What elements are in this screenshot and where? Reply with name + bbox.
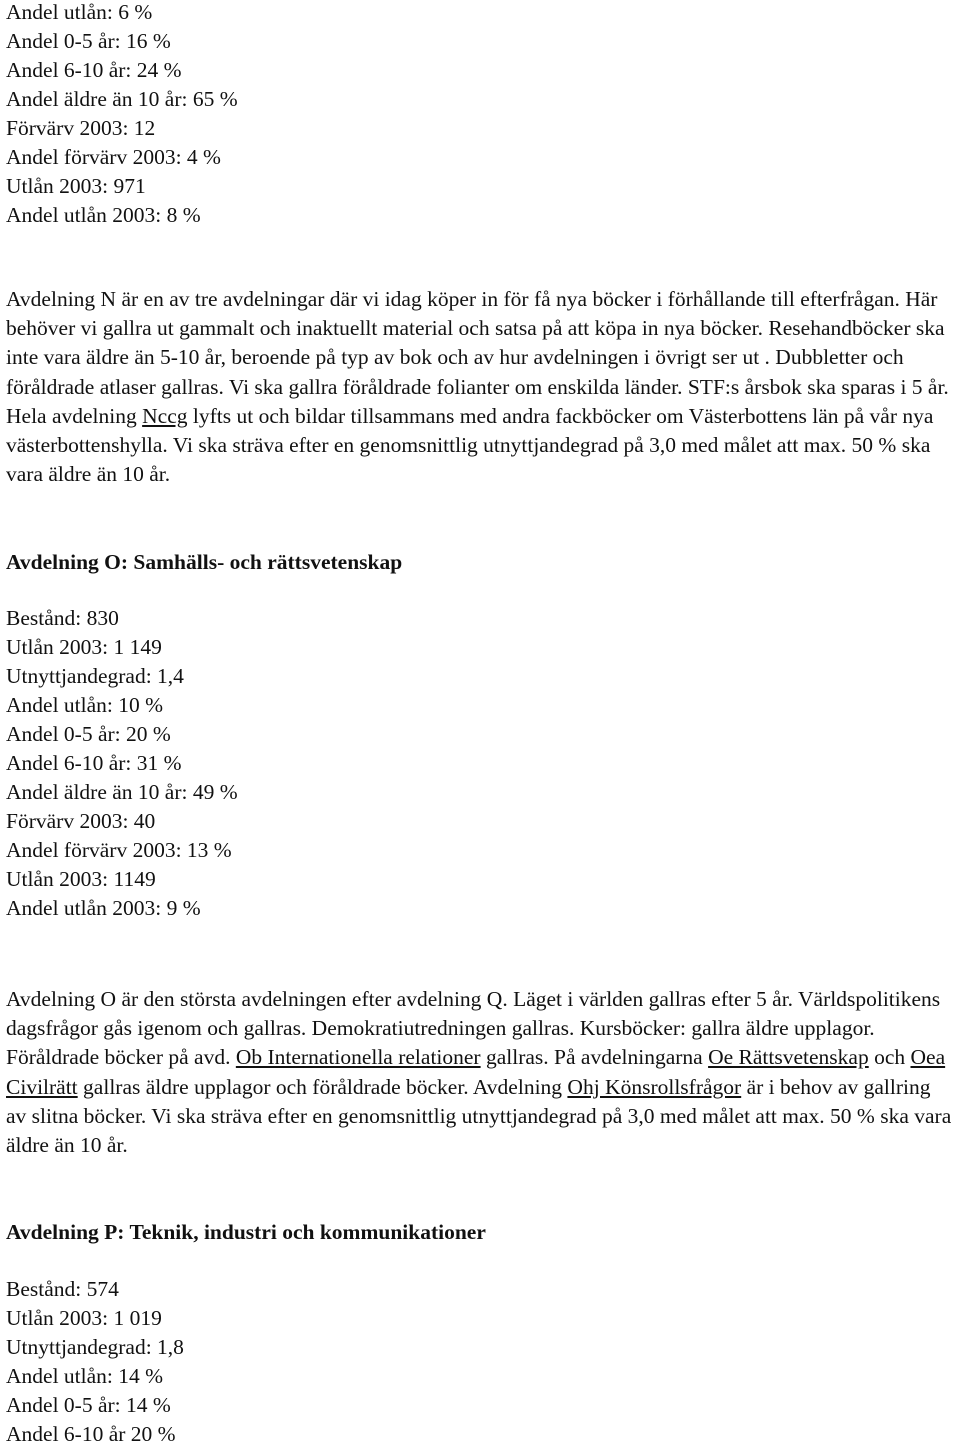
stat-line: Utlån 2003: 971 <box>6 174 146 198</box>
stat-line: Andel äldre än 10 år: 49 % <box>6 780 238 804</box>
stat-line: Andel 0-5 år: 16 % <box>6 29 171 53</box>
stat-line: Förvärv 2003: 12 <box>6 116 156 140</box>
heading-avdelning-o: Avdelning O: Samhälls- och rättsvetenskap <box>6 550 403 574</box>
link-ohj-konsrollsfragor[interactable]: Ohj Könsrollsfrågor <box>567 1074 742 1099</box>
paragraph-text: gallras äldre upplagor och föråldrade böcker. Avdelning <box>77 1074 568 1099</box>
stats-list-p <box>6 1275 184 1449</box>
stats-list-o <box>6 604 238 923</box>
paragraph-text: är i behov av gallring av slitna böcker. Vi ska sträva efter en genomsnittlig utnyttjandegrad på 3,0 med målet att max. 50 % ska vara äldre än 10 år. <box>6 1074 952 1158</box>
paragraph-text: gallras. På avdelningarna <box>480 1045 709 1070</box>
stat-line: Utlån 2003: 1149 <box>6 867 156 891</box>
stat-line: Andel utlån: 10 % <box>6 693 164 717</box>
paragraph-text: och <box>868 1045 911 1070</box>
link-ob-internationella-relationer[interactable]: Ob Internationella relationer <box>235 1045 481 1070</box>
stat-line: Andel 0-5 år: 14 % <box>6 1393 171 1417</box>
stat-line: Utnyttjandegrad: 1,4 <box>6 664 184 688</box>
link-oe-rattsvetenskap[interactable]: Oe Rättsvetenskap <box>708 1045 869 1070</box>
stat-line: Andel äldre än 10 år: 65 % <box>6 87 238 111</box>
stat-line: Andel utlån: 6 % <box>6 0 153 24</box>
stat-line: Andel 6-10 år: 24 % <box>6 58 182 82</box>
paragraph-text: Avdelning O är den största avdelningen efter avdelning Q. Läget i världen gallras efter 5 år. Världspolitikens dagsfrågor gås igenom och gallras. Demokratiutredningen gallras. Kursböcker: gallra äldre upplagor. Föråldrade böcker på avd. <box>6 987 941 1070</box>
link-nccg[interactable]: Nccg <box>142 403 188 428</box>
stat-line: Andel utlån 2003: 8 % <box>6 203 201 227</box>
paragraph-text: lyfts ut och bildar tillsammans med andra fackböcker om Västerbottens län på vår nya västerbottenshylla. Vi ska sträva efter en genomsnittlig utnyttjandegrad på 3,0 med målet att max. 50 % ska vara äldre än 10 år. <box>6 403 934 487</box>
stat-line: Bestånd: 574 <box>6 1277 119 1301</box>
link-oea-civilratt[interactable]: Oea Civilrätt <box>6 1045 946 1099</box>
stat-line: Förvärv 2003: 40 <box>6 809 156 833</box>
stat-line: Andel förvärv 2003: 13 % <box>6 838 232 862</box>
paragraph-avdelning-o <box>6 985 956 1160</box>
stat-line: Utlån 2003: 1 019 <box>6 1306 162 1330</box>
stat-line: Andel utlån 2003: 9 % <box>6 896 201 920</box>
stat-line: Andel 6-10 år: 31 % <box>6 751 182 775</box>
stat-line: Andel förvärv 2003: 4 % <box>6 145 221 169</box>
heading-avdelning-p: Avdelning P: Teknik, industri och kommunikationer <box>6 1220 486 1244</box>
stat-line: Utlån 2003: 1 149 <box>6 635 162 659</box>
stat-line: Bestånd: 830 <box>6 606 119 630</box>
paragraph-text: Avdelning N är en av tre avdelningar där vi idag köper in för få nya böcker i förhållande till efterfrågan. Här behöver vi gallra ut gammalt och inaktuellt material och satsa på att köpa in nya böcker. Resehandböcker ska inte vara äldre än 5-10 år, beroende på typ av bok och av hur avdelningen i övrigt ser ut . Dubbletter och föråldrade atlaser gallras. Vi ska gallra föråldrade folianter om enskilda länder. STF:s årsbok ska sparas i 5 år. Hela avdelning <box>6 287 949 428</box>
stats-list-n <box>6 0 238 230</box>
stat-line: Utnyttjandegrad: 1,8 <box>6 1335 184 1359</box>
stat-line: Andel 6-10 år 20 % <box>6 1422 176 1446</box>
stat-line: Andel 0-5 år: 20 % <box>6 722 171 746</box>
stat-line: Andel utlån: 14 % <box>6 1364 164 1388</box>
paragraph-avdelning-n <box>6 285 956 489</box>
